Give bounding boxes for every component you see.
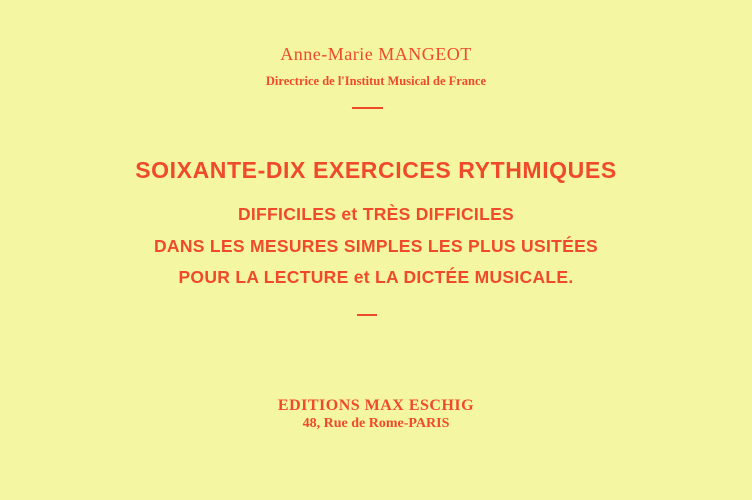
divider-rule-bottom	[357, 314, 377, 316]
book-title: SOIXANTE-DIX EXERCICES RYTHMIQUES	[135, 157, 617, 183]
subtitle-line-3: POUR LA LECTURE et LA DICTÉE MUSICALE.	[178, 267, 574, 287]
subtitle-line-2: DANS LES MESURES SIMPLES LES PLUS USITÉES	[153, 236, 599, 256]
subtitle-line-1: DIFFICILES et TRÈS DIFFICILES	[237, 204, 515, 224]
publisher-name: EDITIONS MAX ESCHIG	[277, 397, 475, 414]
author-name: Anne-Marie MANGEOT	[280, 44, 472, 64]
publisher-address: 48, Rue de Rome-PARIS	[302, 416, 450, 431]
author-affiliation: Directrice de l'Institut Musical de France	[265, 74, 487, 88]
divider-rule-top	[352, 107, 383, 109]
